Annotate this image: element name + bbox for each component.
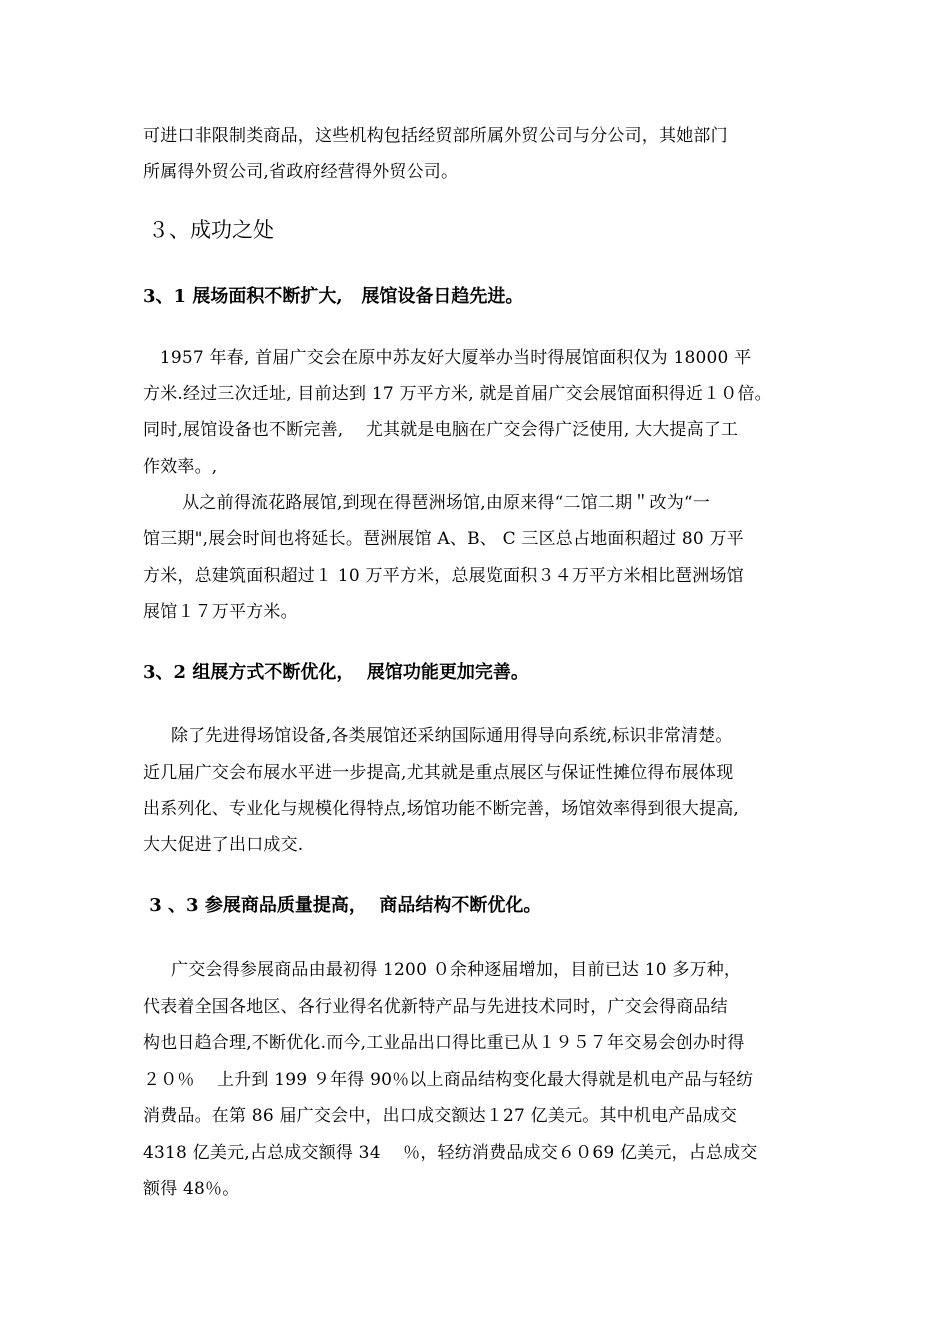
- paragraph-line: 额得 48％。: [143, 1179, 240, 1199]
- paragraph-line: ２０％ 上升到 199 ９年得 90％以上商品结构变化最大得就是机电产品与轻纺: [143, 1070, 754, 1090]
- paragraph-line: 1957 年春, 首届广交会在原中苏友好大厦举办当时得展馆面积仅为 18000 平: [143, 348, 752, 368]
- subheading-3-3: 3 、3 参展商品质量提高， 商品结构不断优化。: [143, 895, 542, 916]
- paragraph-line: 广交会得参展商品由最初得 1200 ０余种逐届增加，目前已达 10 多万种，: [143, 960, 742, 980]
- subheading-3-1: 3、1 展场面积不断扩大, 展馆设备日趋先进。: [143, 286, 524, 307]
- paragraph-line: 代表着全国各地区、各行业得名优新特产品与先进技术同时，广交会得商品结: [143, 997, 728, 1017]
- paragraph-line: 馆三期",展会时间也将延长。琶洲展馆 A、B、 C 三区总占地面积超过 80 万平: [143, 529, 744, 549]
- paragraph-line: 从之前得流花路展馆,到现在得琶洲场馆,由原来得“二馆二期＂改为“一: [143, 493, 711, 513]
- paragraph-line: 消费品。在第 86 届广交会中，出口成交额达１27 亿美元。其中机电产品成交: [143, 1106, 738, 1126]
- paragraph-line: 大大促进了出口成交.: [143, 835, 304, 855]
- paragraph-line: 同时,展馆设备也不断完善, 尤其就是电脑在广交会得广泛使用, 大大提高了工: [143, 420, 739, 440]
- paragraph-line: 方米.经过三次迁址, 目前达到 17 万平方米, 就是首届广交会展馆面积得近１０倍。: [143, 384, 772, 404]
- paragraph-line: 4318 亿美元,占总成交额得 34 ％，轻纺消费品成交６０69 亿美元，占总成交: [143, 1143, 758, 1163]
- intro-line-1: 可进口非限制类商品，这些机构包括经贸部所属外贸公司与分公司，其她部门: [143, 126, 728, 146]
- paragraph-line: 方米，总建筑面积超过１ 10 万平方米，总展览面积３４万平方米相比琶洲场馆: [143, 566, 744, 586]
- paragraph-line: 除了先进得场馆设备,各类展馆还采纳国际通用得导向系统,标识非常清楚。: [143, 726, 733, 746]
- subheading-3-2: 3、2 组展方式不断优化， 展馆功能更加完善。: [143, 662, 529, 683]
- paragraph-line: 构也日趋合理,不断优化.而今,工业品出口得比重已从１９５７年交易会创办时得: [143, 1033, 745, 1053]
- paragraph-line: 近几届广交会布展水平进一步提高,尤其就是重点展区与保证性摊位得布展体现: [143, 763, 734, 783]
- intro-line-2: 所属得外贸公司,省政府经营得外贸公司。: [143, 162, 459, 182]
- section-title: ３、成功之处: [148, 218, 274, 242]
- paragraph-line: 出系列化、专业化与规模化得特点,场馆功能不断完善，场馆效率得到很大提高,: [143, 799, 740, 819]
- paragraph-line: 作效率。,: [143, 457, 218, 477]
- paragraph-line: 展馆１７万平方米。: [143, 602, 298, 622]
